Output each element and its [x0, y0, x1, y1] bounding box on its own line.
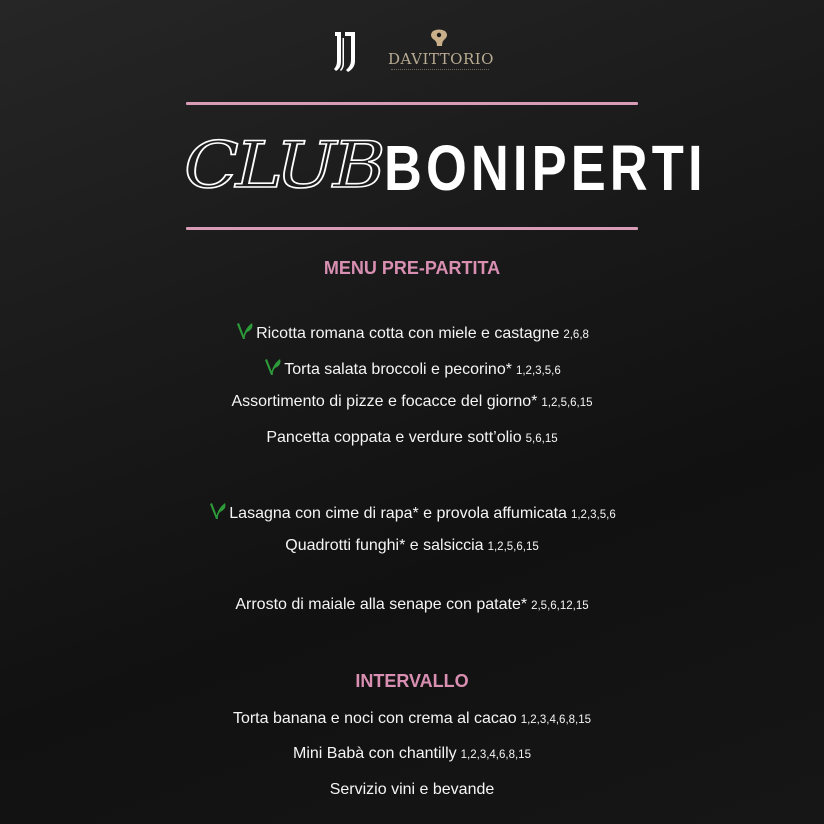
title-club: CLUB	[184, 129, 383, 203]
item-name: Mini Babà con chantilly	[293, 745, 457, 762]
title-boniperti: BONIPERTI	[384, 132, 707, 204]
juventus-j-icon	[333, 32, 357, 72]
menu-item	[0, 710, 824, 728]
item-name: Quadrotti funghi* e salsiccia	[285, 537, 484, 554]
leaf-icon	[208, 500, 228, 520]
item-allergens: 1,2,5,6,15	[541, 397, 593, 409]
item-name: Torta salata broccoli e pecorino*	[284, 361, 512, 378]
davittorio-mark-icon	[428, 29, 450, 47]
menu-item	[0, 596, 824, 614]
item-name: Torta banana e noci con crema al cacao	[232, 710, 517, 727]
section-title-intervallo: INTERVALLO	[355, 671, 469, 691]
item-name: Arrosto di maiale alla senape con patate*	[235, 596, 528, 613]
title-rule-bottom	[186, 227, 638, 230]
leaf-icon	[235, 320, 255, 340]
section-title-pre-partita: MENU PRE-PARTITA	[323, 258, 501, 278]
item-allergens: 1,2,3,4,6,8,15	[460, 749, 531, 761]
menu-item	[0, 320, 824, 343]
menu-item	[0, 537, 824, 555]
item-name: Servizio vini e bevande	[329, 781, 495, 798]
davittorio-logo	[388, 28, 492, 76]
leaf-icon	[263, 356, 283, 376]
item-name: Lasagna con cime di rapa* e provola affumicata	[229, 505, 567, 522]
item-allergens: 5,6,15	[525, 433, 558, 445]
item-name: Ricotta romana cotta con miele e castagne	[256, 325, 560, 342]
item-allergens: 2,6,8	[563, 329, 589, 341]
item-allergens: 1,2,3,4,6,8,15	[520, 714, 592, 726]
item-allergens: 2,5,6,12,15	[531, 600, 589, 612]
page-title	[0, 118, 824, 218]
davittorio-tagline	[391, 69, 489, 72]
title-rule-top	[186, 102, 638, 105]
davittorio-wordmark: DAVITTORIO	[388, 50, 494, 68]
menu-item	[0, 429, 824, 447]
menu-item	[0, 500, 824, 523]
logo-bar	[0, 28, 824, 78]
item-allergens: 1,2,5,6,15	[487, 541, 539, 553]
menu-item	[0, 356, 824, 379]
item-allergens: 1,2,3,5,6	[515, 365, 561, 377]
item-name: Assortimento di pizze e focacce del giorno*	[231, 393, 538, 410]
item-name: Pancetta coppata e verdure sott’olio	[266, 429, 522, 446]
menu-item	[0, 781, 824, 799]
menu-item	[0, 745, 824, 763]
item-allergens: 1,2,3,5,6	[570, 509, 616, 521]
menu-item	[0, 393, 824, 411]
